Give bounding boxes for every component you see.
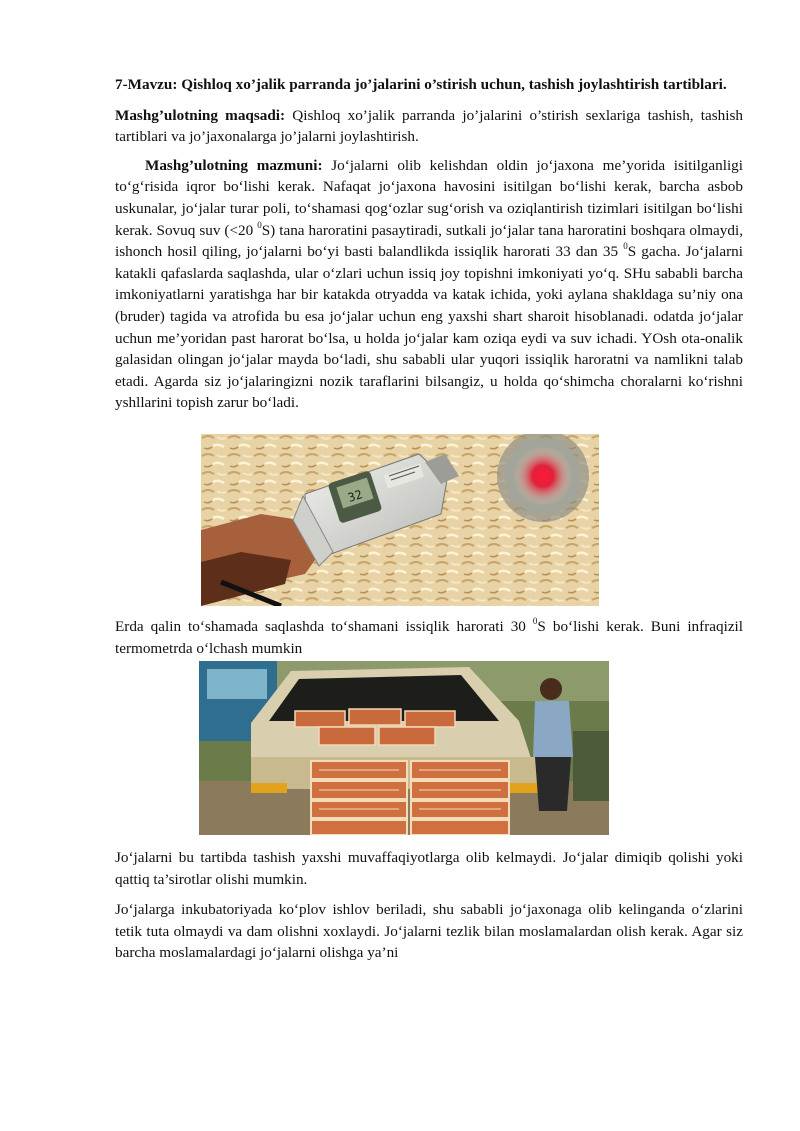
thermometer-reading: 32 [346,487,365,505]
goal-paragraph [115,105,743,148]
degree-sup-a: 0 [257,219,262,230]
degree-sup-c: 0 [532,615,538,626]
goal-text: Qishloq xo’jalik parranda jo’jalarini o’stirish sexlariga tashish, tashish tartiblari va jo’jaxonalarga jo’jalarni joylashtirish. [115,106,743,146]
content-text-b: S) tana haroratini pasaytiradi, sutkali jo‘jalar tana haroratini boshqara olmaydi, ishonch hosil qiling, jo‘jalarni bo‘yi basti balandlikda issiqlik harorati 33 dan 35 [115,221,743,261]
document-page [115,74,743,964]
content-text-c: S gacha. Jo‘jalarni katakli qafaslarda saqlashda, ular o‘zlari uchun issiq joy topishni imkoniyati yo‘q. SHu sababli barcha imkoniyatlarni yaratishga har bir katakda otryadda va katak ichida, yoki aylana shakldaga su’niy ona (bruder) tagida va atrofida bu esa jo‘jalar uchun eng yaxshi shart sharoit hisoblanadi. odatda jo‘jalar uchun me’yoridan past harorat bo‘lsa, u holda jo‘jalar kam oziqa eydi va suv ichadi. YOsh ota-onalik galasidan olingan jo‘jalar mayda bo‘ladi, shu sababli ular yuqori issiqlik haroratni va namlikni talab etadi. Agarda siz jo‘jalaringizni nozik taraflarini bilsangiz, u holda qo‘shimcha choralarni ko‘rishni yshllarini topish zarur bo‘ladi. [115,243,743,412]
figure2-caption: Jo‘jalarni bu tartibda tashish yaxshi muvaffaqiyotlarga olib kelmaydi. Jo‘jalar dimiqib qolishi yoki qattiq ta’sirotlar olishi mumkin. [115,849,743,888]
content-label: Mashg’ulotning mazmuni: [145,156,323,174]
figure1-caption [115,616,743,659]
thermometer-photo [201,434,599,606]
car-transport-photo [199,661,609,835]
content-text-a: Jo‘jalarni olib kelishdan oldin jo‘jaxona me’yorida isitilganligi to‘g‘risida iqror bo‘lishi kerak. Nafaqat jo‘jaxona havosini isitilgan bo‘lishi kerak, barcha asbob uskunalar, jo‘jalar turar poli, to‘shamasi qog‘ozlar sug‘orish va oziqlantirish tizimlari isitilgan bo‘lishi kerak. Sovuq suv (<20 [115,156,743,239]
figure1-caption-b: S bo‘lishi kerak. Buni infraqizil termometrda o‘lchash mumkin [115,617,743,657]
figure1-caption-a: Erda qalin to‘shamada saqlashda to‘shamani issiqlik harorati 30 [115,617,533,635]
closing-paragraph: Jo‘jalarga inkubatoriyada ko‘plov ishlov beriladi, shu sababli jo‘jaxonaga olib kelinganda o‘zlarini tetik tuta olmaydi va dam olishni xoxlaydi. Jo‘jalarni tezlik bilan moslamalardan olish kerak. Agar siz barcha moslamalardagi jo‘jalarni olishga ya’ni [115,901,743,962]
degree-sup-b: 0 [623,241,628,252]
goal-label: Mashg’ulotning maqsadi: [115,106,286,124]
content-paragraph [115,155,743,414]
page-title: 7-Mavzu: Qishloq xo’jalik parranda jo’jalarini o’stirish uchun, tashish joylashtirish tartiblari. [115,76,727,93]
